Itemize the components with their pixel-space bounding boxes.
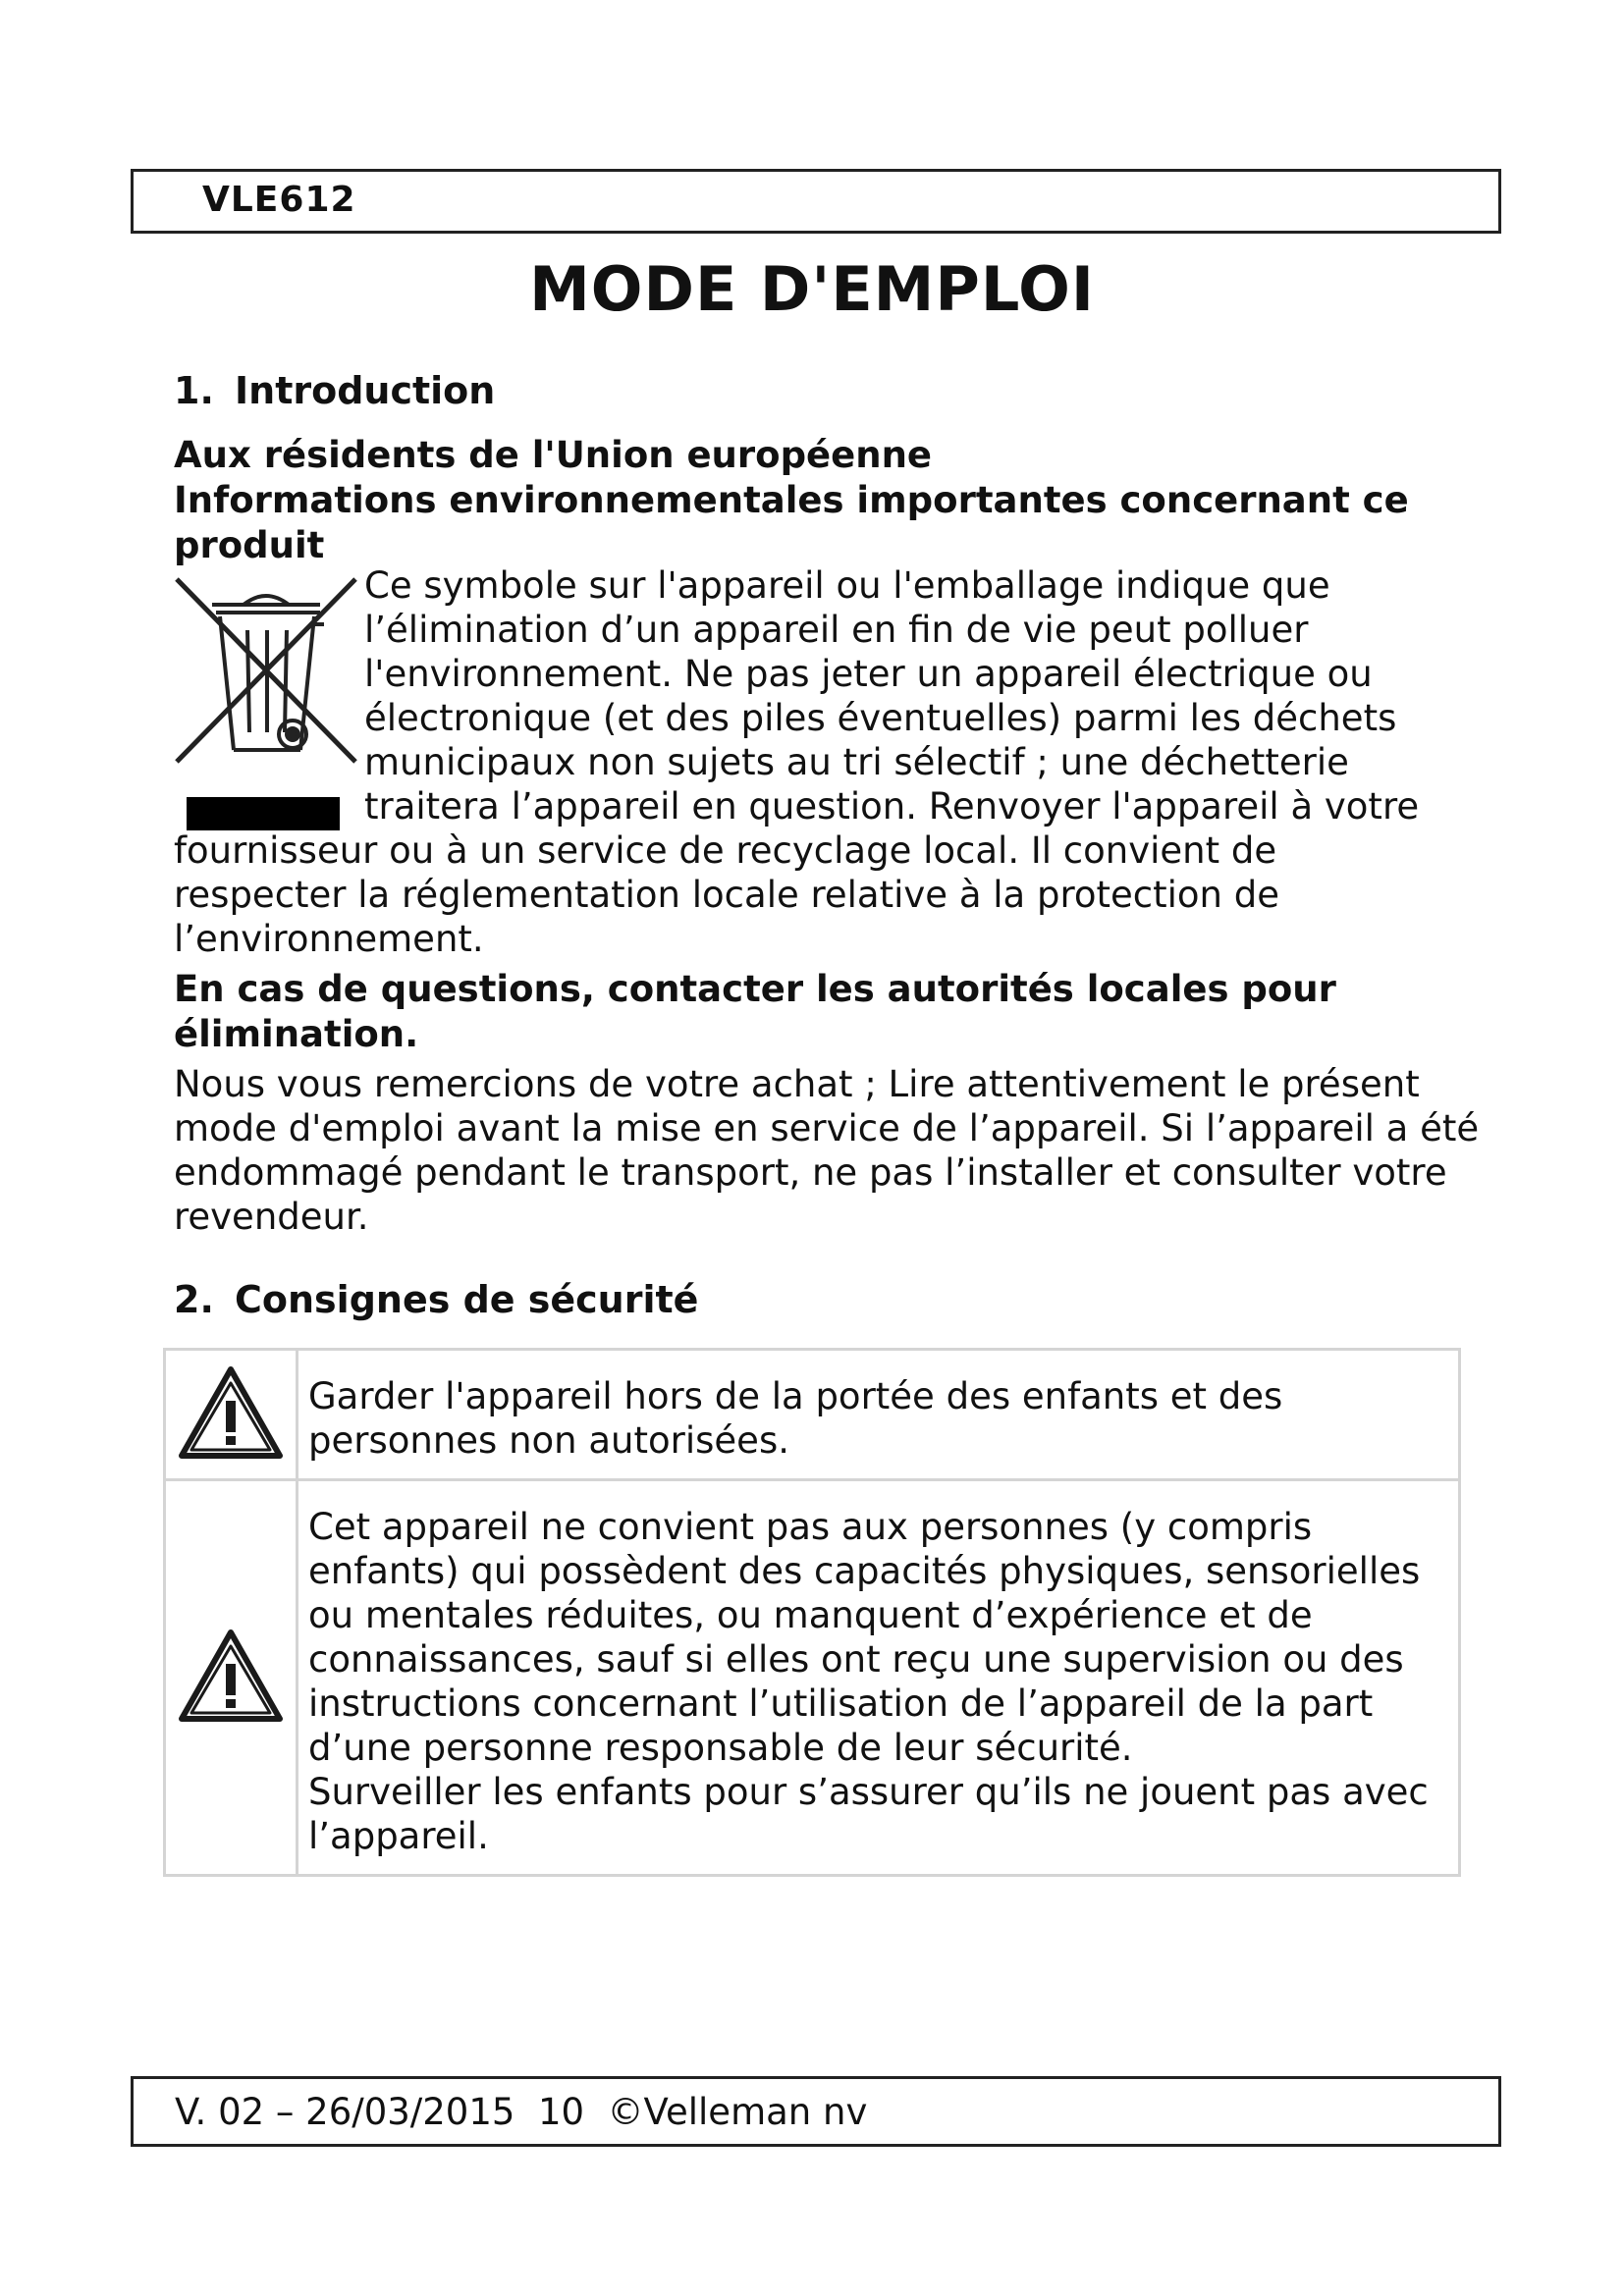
weee-continuation-line: respecter la réglementation locale relative à la protection de [174,874,1279,916]
section-2-title: Consignes de sécurité [235,1278,699,1321]
weee-text-block [364,563,1484,828]
model-number: VLE612 [202,180,356,220]
page-title: MODE D'EMPLOI [529,253,1095,325]
safety-text-cell: Garder l'appareil hors de la portée des enfants et des personnes non autorisées. [298,1350,1460,1480]
footer-box [131,2076,1501,2147]
env-info-heading-line2: produit [174,524,325,566]
safety-icon-cell [165,1480,298,1876]
section-1-title: Introduction [235,369,496,412]
weee-line: Ce symbole sur l'appareil ou l'emballage indique que [364,564,1330,607]
env-info-heading-line1: Informations environnementales importantes concernant ce [174,479,1409,521]
section-2-number: 2. [174,1278,214,1321]
safety-text-cell [298,1480,1460,1876]
safety-row [165,1480,1460,1876]
weee-line: électronique (et des piles éventuelles) parmi les déchets [364,697,1397,739]
header-box [131,169,1501,234]
footer-version: V. 02 – 26/03/2015 10 ©Velleman nv [175,2091,868,2133]
eu-residents-heading: Aux résidents de l'Union européenne [174,434,933,476]
weee-line: l'environnement. Ne pas jeter un appareil électrique ou [364,653,1373,695]
thanks-paragraph: Nous vous remercions de votre achat ; Lire attentivement le présent mode d'emploi avant la mise en service de l’appareil. Si l’appareil a été endommagé pendant le transport, ne pas l’installer et consulter votre revendeur. [174,1063,1480,1238]
safety-text-paragraph: Surveiller les enfants pour s’assurer qu’ils ne jouent pas avec l’appareil. [308,1771,1429,1857]
section-1-heading [174,369,495,412]
safety-text-paragraph: Cet appareil ne convient pas aux personnes (y compris enfants) qui possèdent des capacités physiques, sensorielles ou mentales réduites, ou manquent d’expérience et de connaissances, sauf si elles ont reçu une supervision ou des instructions concernant l’utilisation de l’appareil de la part d’une personne responsable de leur sécurité. [308,1506,1421,1769]
warning-triangle-icon [176,1363,286,1462]
weee-line: l’élimination d’un appareil en fin de vie peut polluer [364,609,1309,651]
weee-continuation-line: l’environnement. [174,918,484,960]
safety-row [165,1350,1460,1480]
weee-line: municipaux non sujets au tri sélectif ; une déchetterie [364,741,1349,783]
contact-authorities-line1: En cas de questions, contacter les autorités locales pour [174,968,1336,1010]
safety-icon-cell [165,1350,298,1480]
section-1-number: 1. [174,369,214,412]
contact-authorities-line2: élimination. [174,1013,419,1055]
weee-line: traitera l’appareil en question. Renvoyer l'appareil à votre [364,785,1420,828]
section-2-heading [174,1278,698,1321]
weee-continuation-block [174,828,1489,961]
warning-triangle-icon [176,1627,286,1725]
weee-continuation-line: fournisseur ou à un service de recyclage local. Il convient de [174,829,1277,872]
safety-table [163,1348,1461,1877]
weee-bin-icon [173,575,365,830]
